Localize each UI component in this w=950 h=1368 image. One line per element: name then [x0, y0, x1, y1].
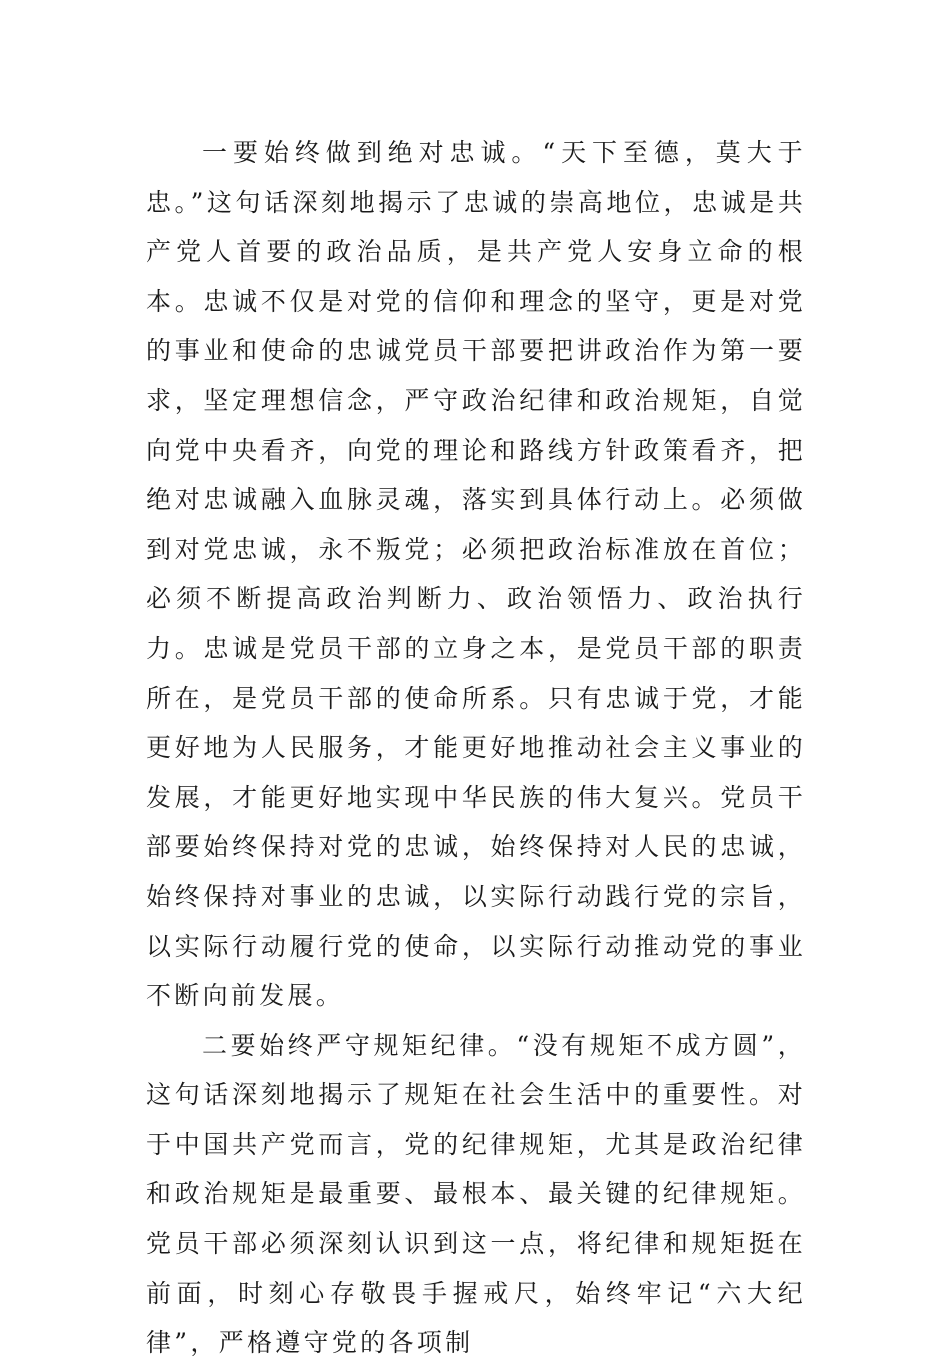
paragraph-discipline: 二要始终严守规矩纪律。“没有规矩不成方圆”，这句话深刻地揭示了规矩在社会生活中的重要性。对于中国共产党而言，党的纪律规矩，尤其是政治纪律和政治规矩是最重要、最根本、最关键的纪律规矩。党员干部必须深刻认识到这一点，将纪律和规矩挺在前面，时刻心存敬畏手握戒尺，始终牢记“六大纪律”，严格遵守党的各项制 [146, 1030, 806, 1358]
paragraph-loyalty: 一要始终做到绝对忠诚。“天下至德，莫大于忠。”这句话深刻地揭示了忠诚的崇高地位，忠诚是共产党人首要的政治品质，是共产党人安身立命的根本。忠诚不仅是对党的信仰和理念的坚守，更是对党的事业和使命的忠诚党员干部要把讲政治作为第一要求，坚定理想信念，严守政治纪律和政治规矩，自觉向党中央看齐，向党的理论和路线方针政策看齐，把绝对忠诚融入血脉灵魂，落实到具体行动上。必须做到对党忠诚，永不叛党；必须把政治标准放在首位；必须不断提高政治判断力、政治领悟力、政治执行力。忠诚是党员干部的立身之本，是党员干部的职责所在，是党员干部的使命所系。只有忠诚于党，才能更好地为人民服务，才能更好地推动社会主义事业的发展，才能更好地实现中华民族的伟大复兴。党员干部要始终保持对党的忠诚，始终保持对人民的忠诚，始终保持对事业的忠诚，以实际行动践行党的宗旨，以实际行动履行党的使命，以实际行动推动党的事业不断向前发展。 [146, 138, 806, 1011]
document-body [146, 128, 806, 1368]
